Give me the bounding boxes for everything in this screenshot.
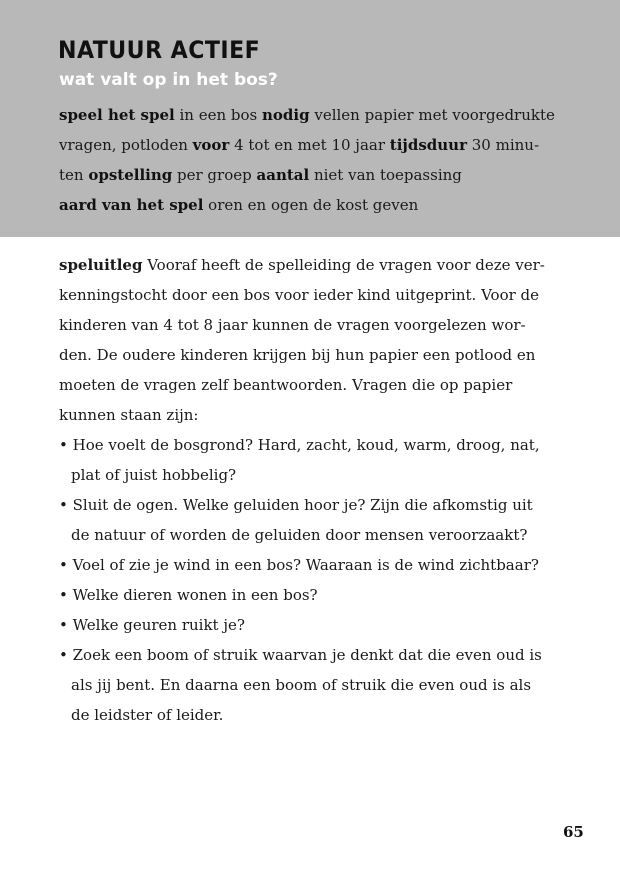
page-title: NATUUR ACTIEF: [58, 36, 261, 64]
meta-text: vellen papier met voorgedrukte: [309, 106, 555, 124]
bullet-line: • Zoek een boom of struik waarvan je denkt dat die even oud is: [59, 646, 542, 664]
meta-line: [59, 130, 569, 160]
body-line: moeten de vragen zelf beantwoorden. Vragen die op papier: [59, 376, 513, 394]
body-line: [59, 250, 569, 280]
meta-text: 30 minu-: [466, 136, 540, 154]
meta-line: [59, 190, 569, 220]
meta-text: niet van toepassing: [309, 166, 462, 184]
meta-label: nodig: [262, 106, 310, 124]
game-explanation: [59, 250, 569, 730]
meta-label: aard van het spel: [59, 196, 204, 214]
body-text: Vooraf heeft de spelleiding de vragen voor deze ver-: [142, 256, 545, 274]
list-item: [59, 550, 569, 580]
meta-text: vragen, potloden: [59, 136, 193, 154]
meta-label: speel het spel: [59, 106, 175, 124]
bullet-continuation: de natuur of worden de geluiden door mensen veroorzaakt?: [71, 526, 528, 544]
body-line: kinderen van 4 tot 8 jaar kunnen de vragen voorgelezen wor-: [59, 316, 526, 334]
list-item: [59, 490, 569, 550]
body-line: den. De oudere kinderen krijgen bij hun papier een potlood en: [59, 346, 536, 364]
meta-text: per groep: [172, 166, 257, 184]
bullet-line: • Welke dieren wonen in een bos?: [59, 586, 318, 604]
body-line: kenningstocht door een bos voor ieder kind uitgeprint. Voor de: [59, 286, 540, 304]
page-subtitle: wat valt op in het bos?: [59, 70, 278, 90]
list-item: [59, 610, 569, 640]
bullet-continuation: als jij bent. En daarna een boom of struik die even oud is als: [71, 676, 532, 694]
bullet-continuation: de leidster of leider.: [71, 706, 224, 724]
meta-text: 4 tot en met 10 jaar: [229, 136, 390, 154]
game-meta: [59, 100, 569, 220]
meta-label: opstelling: [88, 166, 173, 184]
meta-label: tijdsduur: [389, 136, 467, 154]
meta-line: [59, 160, 569, 190]
meta-label: voor: [192, 136, 230, 154]
bullet-line: • Hoe voelt de bosgrond? Hard, zacht, koud, warm, droog, nat,: [59, 436, 540, 454]
list-item: [59, 640, 569, 730]
intro-label: speluitleg: [59, 256, 143, 274]
meta-label: aantal: [256, 166, 310, 184]
page-number: 65: [563, 823, 584, 841]
body-line: kunnen staan zijn:: [59, 406, 199, 424]
header-box: [0, 0, 620, 237]
meta-text: ten: [59, 166, 89, 184]
bullet-continuation: plat of juist hobbelig?: [71, 466, 237, 484]
meta-text: in een bos: [174, 106, 262, 124]
bullet-line: • Sluit de ogen. Welke geluiden hoor je? Zijn die afkomstig uit: [59, 496, 533, 514]
list-item: [59, 430, 569, 490]
bullet-line: • Voel of zie je wind in een bos? Waaraan is de wind zichtbaar?: [59, 556, 539, 574]
list-item: [59, 580, 569, 610]
meta-line: [59, 100, 569, 130]
meta-text: oren en ogen de kost geven: [203, 196, 419, 214]
question-list: [59, 430, 569, 730]
bullet-line: • Welke geuren ruikt je?: [59, 616, 245, 634]
